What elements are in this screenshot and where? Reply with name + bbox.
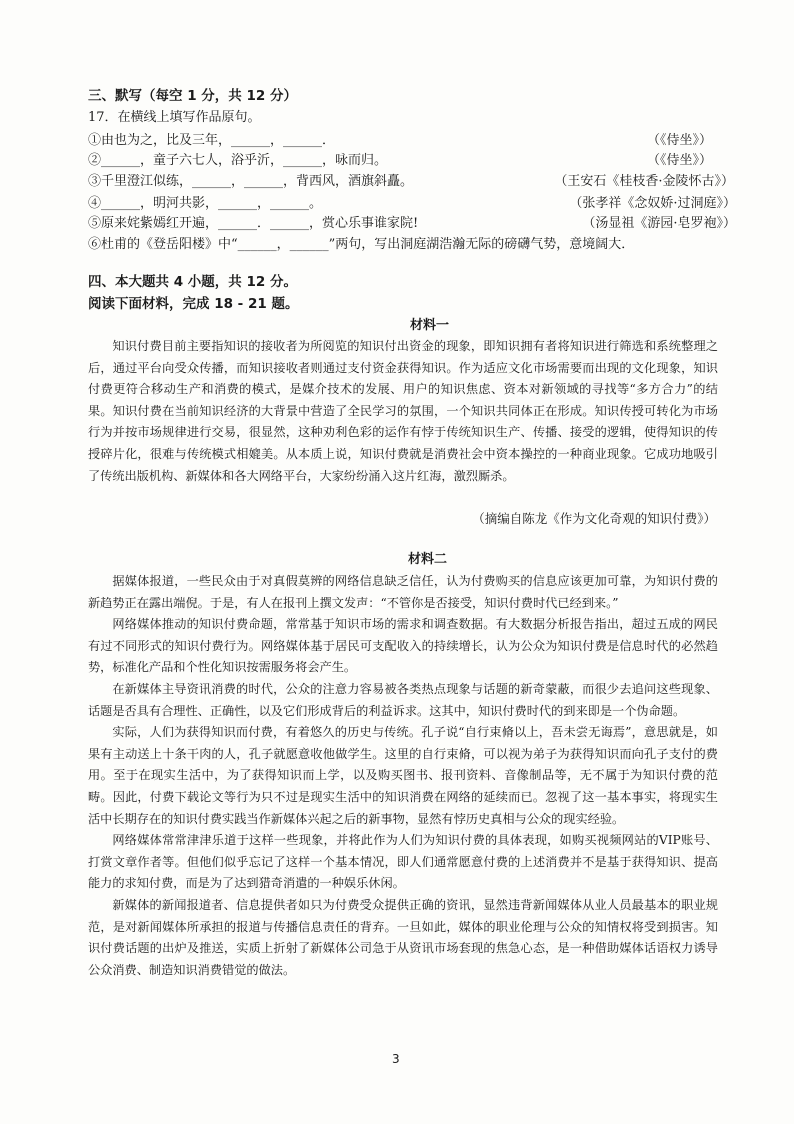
- fill-line-3: ③千里澄江似练，______，______，背西风，酒旗斜矗。: [88, 174, 414, 189]
- section3-heading: 三、默写（每空 1 分，共 12 分）: [88, 88, 297, 104]
- fill-line-2-source: （《侍坐》）: [646, 153, 712, 168]
- section4-instruction: 阅读下面材料，完成 18 - 21 题。: [88, 296, 299, 312]
- material2-paragraph-2: 网络媒体推动的知识付费命题，常常基于知识市场的需求和调查数据。有大数据分析报告指出，超过五成的网民有过不同形式的知识付费行为。网络媒体基于居民可支配收入的持续增长，认为公众为知识付费是信息时代的必然趋势，标准化产品和个性化知识按需服务将会产生。: [88, 617, 718, 675]
- material1-title: 材料一: [410, 318, 450, 333]
- fill-line-5: ⑤原来姹紫嫣红开遍，______．______，赏心乐事谁家院!: [88, 216, 419, 231]
- fill-line-4-source: （张孝祥《念奴娇·过洞庭》）: [569, 196, 736, 211]
- material2-body: [88, 571, 718, 981]
- fill-line-4: ④______，明河共影，______，______。: [88, 196, 323, 211]
- material2-paragraph-4: 实际，人们为获得知识而付费，有着悠久的历史与传统。孔子说“自行束脩以上，吾未尝无诲焉”，意思就是，如果有主动送上十条干肉的人，孔子就愿意收他做学生。这里的自行束脩，可以视为弟子为获得知识而向孔子支付的费用。至于在现实生活中，为了获得知识而上学，以及购买图书、报刊资料、音像制品等，无不属于为知识付费的范畴。因此，付费下载论文等行为只不过是现实生活中的知识消费在网络的延续而已。忽视了这一基本事实，将现实生活中长期存在的知识付费实践当作新媒体兴起之后的新事物，显然有悖历史真相与公众的现实经验。: [88, 725, 718, 826]
- page-number: 3: [392, 1052, 400, 1066]
- fill-line-1-source: （《侍坐》）: [646, 133, 712, 148]
- fill-line-2: ②______，童子六七人，浴乎沂，______，咏而归。: [88, 153, 388, 168]
- material1-paragraph: 知识付费目前主要指知识的接收者为所阅览的知识付出资金的现象，即知识拥有者将知识进行筛选和系统整理之后，通过平台向受众传播，而知识接收者则通过支付资金获得知识。作为适应文化市场需要而出现的文化现象，知识付费更符合移动生产和消费的模式，是媒介技术的发展、用户的知识焦虑、资本对新领域的寻找等“多方合力”的结果。知识付费在当前知识经济的大背景中营造了全民学习的氛围，一个知识共同体正在形成。知识传授可转化为市场行为并按市场规律进行交易，很显然，这种劝利色彩的运作有悖于传统知识生产、传播、接受的逻辑，使得知识的传授碎片化，很难与传统模式相媲美。从本质上说，知识付费就是消费社会中资本操控的一种商业现象。它成功地吸引了传统出版机构、新媒体和各大网络平台，大家纷纷涌入这片红海，激烈厮杀。: [88, 339, 718, 483]
- material2-paragraph-3: 在新媒体主导资讯消费的时代，公众的注意力容易被各类热点现象与话题的新奇蒙蔽，而很少去追问这些现象、话题是否具有合理性、正确性，以及它们形成背后的利益诉求。这其中，知识付费时代的到来即是一个伪命题。: [88, 681, 718, 718]
- material1-source: （摘编自陈龙《作为文化奇观的知识付费》）: [472, 511, 716, 526]
- fill-line-1: ①由也为之，比及三年，______，______．: [88, 133, 336, 148]
- section4-heading: 四、本大题共 4 小题，共 12 分。: [88, 274, 297, 290]
- material2-paragraph-1: 据媒体报道，一些民众由于对真假莫辨的网络信息缺乏信任，认为付费购买的信息应该更加可靠，为知识付费的新趋势正在露出端倪。于是，有人在报刊上撰文发声：“不管你是否接受，知识付费时代已经到来。”: [88, 574, 718, 610]
- material1-body: [88, 336, 718, 487]
- material2-paragraph-6: 新媒体的新闻报道者、信息提供者如只为付费受众提供正确的资讯，显然违背新闻媒体从业人员最基本的职业规范，是对新闻媒体所承担的报道与传播信息责任的背弃。一旦如此，媒体的职业伦理与公众的知情权将受到损害。知识付费话题的出炉及推送，实质上折射了新媒体公司急于从资讯市场套现的焦急心态，是一种借助媒体话语权力诱导公众消费、制造知识消费错觉的做法。: [88, 897, 718, 977]
- fill-line-6: ⑥杜甫的《登岳阳楼》中“______，______”两句，写出洞庭湖浩瀚无际的磅礴气势，意境阔大．: [88, 237, 635, 252]
- fill-line-3-source: （王安石《桂枝香·金陵怀古》）: [554, 174, 734, 189]
- material2-paragraph-5: 网络媒体常常津津乐道于这样一些现象，并将此作为人们为知识付费的具体表现，如购买视频网站的VIP账号、打赏文章作者等。但他们似乎忘记了这样一个基本情况，即人们通常愿意付费的上述消费并不是基于获得知识、提高能力的求知付费，而是为了达到猎奇消遣的一种娱乐休闲。: [88, 833, 718, 891]
- fill-line-5-source: （汤显祖《游园·皂罗袍》）: [582, 216, 736, 231]
- question-17: 17．在横线上填写作品原句。: [88, 110, 261, 125]
- material2-title: 材料二: [408, 552, 448, 567]
